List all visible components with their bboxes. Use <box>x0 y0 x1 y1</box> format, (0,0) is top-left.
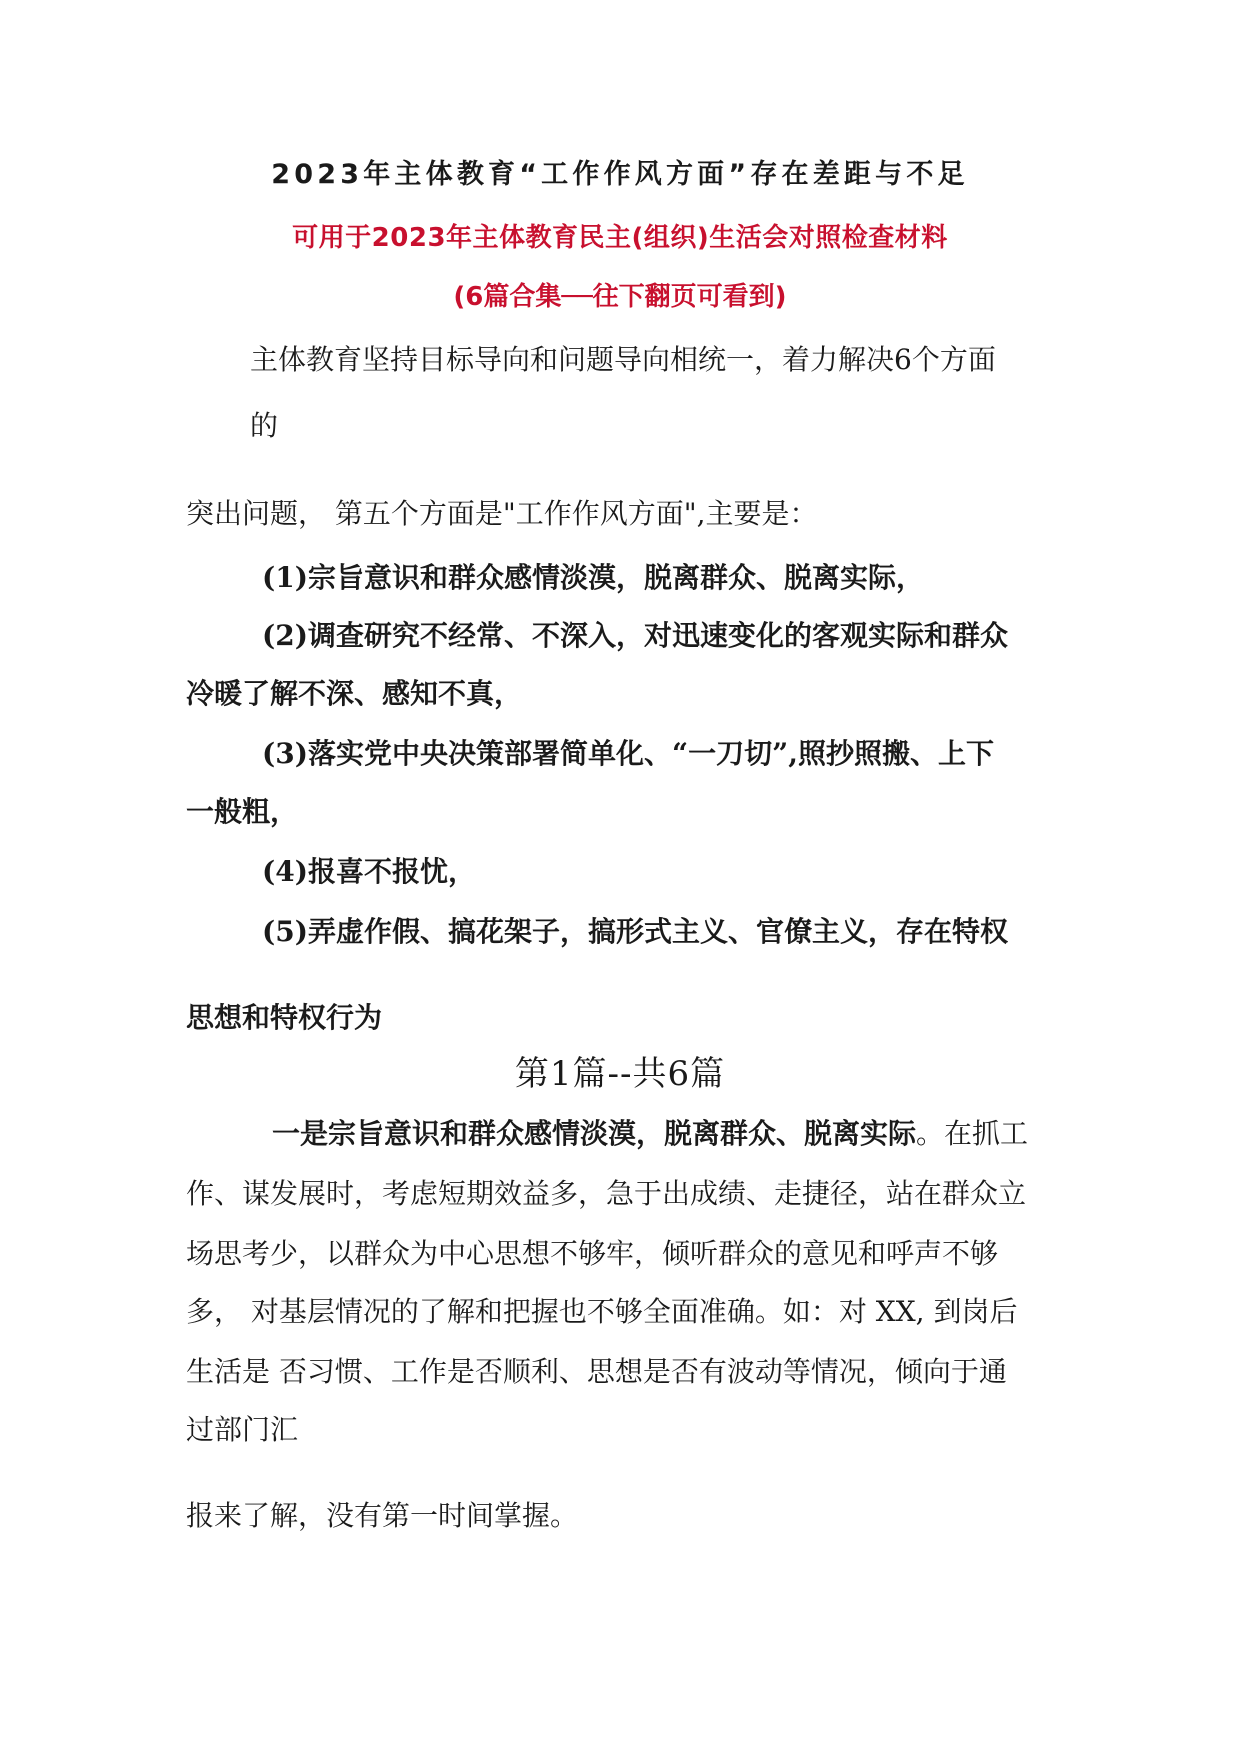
section-paragraph-line-1 <box>272 1112 1028 1152</box>
issue-item-3-cont: 一般粗， <box>186 795 299 828</box>
issue-item-2-cont: 冷暖了解不深、感知不真， <box>186 677 523 710</box>
section-heading: 第1篇--共6篇 <box>514 1054 726 1094</box>
section-paragraph-line-4: 多， 对基层情况的了解和把握也不够全面准确。如：对 XX, 到岗后 <box>186 1295 1018 1328</box>
section-lead-bold: 一是宗旨意识和群众感情淡漠，脱离群众、脱离实际 <box>272 1117 917 1150</box>
section-lead-rest: 。在抓工 <box>916 1117 1029 1150</box>
issue-item-5: (5)弄虚作假、搞花架子，搞形式主义、官僚主义，存在特权 <box>262 915 1008 948</box>
intro-line-1: 主体教育坚持目标导向和问题导向相统一，着力解决6个方面 <box>250 343 996 376</box>
issue-item-5-cont: 思想和特权行为 <box>186 1001 383 1034</box>
issue-item-1: (1)宗旨意识和群众感情淡漠，脱离群众、脱离实际， <box>262 561 924 594</box>
section-paragraph-line-6: 过部门汇 <box>186 1413 299 1446</box>
intro-line-3: 突出问题， 第五个方面是"工作作风方面",主要是： <box>186 497 818 530</box>
document-subtitle: 可用于2023年主体教育民主(组织)生活会对照检查材料 <box>292 223 948 253</box>
issue-item-2: (2)调查研究不经常、不深入，对迅速变化的客观实际和群众 <box>262 619 1008 652</box>
issue-item-4: (4)报喜不报忧， <box>262 855 476 888</box>
intro-line-2: 的 <box>250 409 279 442</box>
section-paragraph-line-2: 作、谋发展时，考虑短期效益多，急于出成绩、走捷径，站在群众立 <box>186 1177 1027 1210</box>
document-subtitle-note: (6篇合集──往下翻页可看到) <box>453 282 787 312</box>
section-paragraph-line-7: 报来了解，没有第一时间掌握。 <box>186 1499 579 1532</box>
section-paragraph-line-5: 生活是 否习惯、工作是否顺利、思想是否有波动等情况，倾向于通 <box>186 1355 1007 1388</box>
issue-item-3: (3)落实党中央决策部署简单化、“一刀切”,照抄照搬、上下 <box>262 737 994 770</box>
section-paragraph-line-3: 场思考少，以群众为中心思想不够牢，倾听群众的意见和呼声不够 <box>186 1237 999 1270</box>
document-title: 2023年主体教育“工作作风方面”存在差距与不足 <box>271 159 969 190</box>
